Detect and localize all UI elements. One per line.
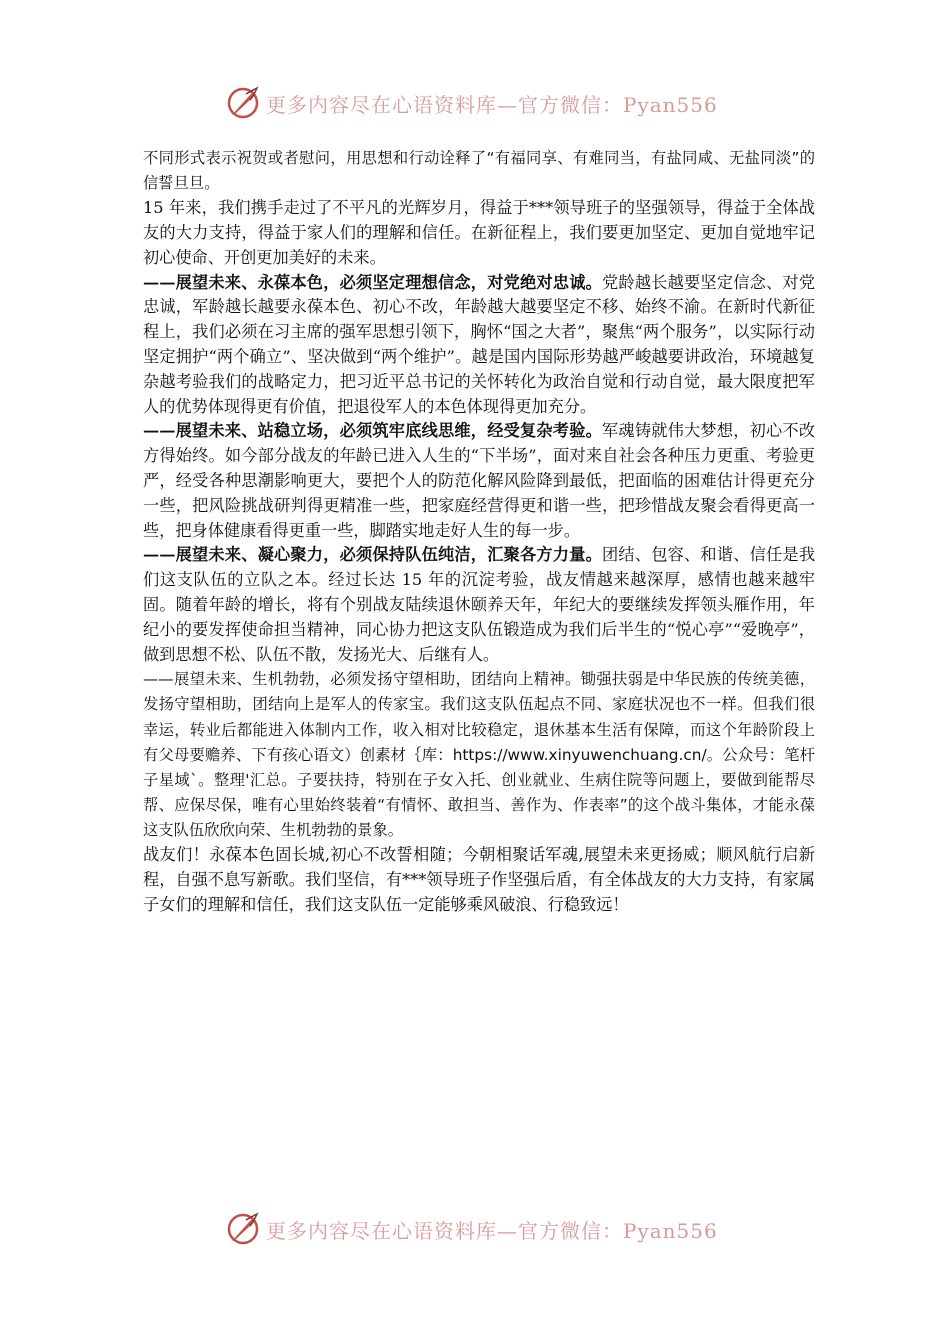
paragraph-2-text: 15 年来，我们携手走过了不平凡的光辉岁月，得益于***领导班子的坚强领导，得益于全体战友的大力支持，得益于家人们的理解和信任。在新征程上，我们要更加坚定、更加自觉地牢记初心使命、开创更加美好的未来。 (143, 198, 815, 267)
paragraph-5 (143, 543, 815, 667)
paragraph-4-text: 军魂铸就伟大梦想，初心不改方得始终。如今部分战友的年龄已进入人生的“下半场”，面对来自社会各种压力更重、考验更严，经受各种思潮影响更大，要把个人的防范化解风险降到最低，把面临的困难估计得更充分一些，把风险挑战研判得更精准一些，把家庭经营得更和谐一些，把珍惜战友聚会看得更高一些，把身体健康看得更重一些，脚踏实地走好人生的每一步。 (143, 421, 816, 540)
paragraph-6 (143, 667, 815, 843)
paragraph-5-text: 团结、包容、和谐、信任是我们这支队伍的立队之本。经过长达 15 年的沉淀考验，战友情越来越深厚，感情也越来越牢固。随着年龄的增长，将有个别战友陆续退休颐养天年，年纪大的要继续发挥领头雁作用，年纪小的要发挥使命担当精神，同心协力把这支队伍锻造成为我们后半生的“悦心亭”“爱晚亭”，做到思想不松、队伍不散，发扬光大、后继有人。 (143, 545, 816, 664)
footer-banner (226, 1209, 718, 1249)
paragraph-1-text: 不同形式表示祝贺或者慰问，用思想和行动诠释了“有福同享、有难同当，有盐同咸、无盐同淡”的信誓旦旦。 (143, 149, 815, 193)
paragraph-6-text: ——展望未来、生机勃勃，必须发扬守望相助，团结向上精神。锄强扶弱是中华民族的传统美德，发扬守望相助，团结向上是军人的传家宝。我们这支队伍起点不同、家庭状况也不一样。但我们很幸运，转业后都能进入体制内工作，收入相对比较稳定，退休基本生活有保障，而这个年龄阶段上有父母要赡养、下有孩心语文）创素材｛库：https://www.xinyuwenchuang.cn/。公众号：笔杆子星域`。整理'汇总。子要扶持，特别在子女入托、创业就业、生病住院等问题上，要做到能帮尽帮、应保尽保，唯有心里始终装着“有情怀、敢担当、善作为、作表率”的这个战斗集体，才能永葆这支队伍欣欣向荣、生机勃勃的景象。 (143, 670, 815, 839)
footer-banner-text: 更多内容尽在心语资料库—官方微信：Pyan556 (266, 1218, 718, 1243)
paragraph-1 (143, 146, 815, 196)
paragraph-7-text: 战友们！永葆本色固长城,初心不改誓相随；今朝相聚话军魂,展望未来更扬威；顺风航行启新程，自强不息写新歌。我们坚信，有***领导班子作坚强后盾，有全体战友的大力支持，有家属子女们的理解和信任，我们这支队伍一定能够乘风破浪、行稳致远！ (143, 844, 815, 914)
header-banner (226, 83, 718, 123)
paragraph-3-lead: ——展望未来、永葆本色，必须坚定理想信念，对党绝对忠诚。 (143, 272, 603, 292)
paragraph-3-text: 党龄越长越要坚定信念、对党忠诚，军龄越长越要永葆本色、初心不改，年龄越大越要坚定不移、始终不渝。在新时代新征程上，我们必须在习主席的强军思想引领下，胸怀“国之大者”，聚焦“两个服务”，以实际行动坚定拥护“两个确立”、坚决做到“两个维护”。越是国内国际形势越严峻越要讲政治，环境越复杂越考验我们的战略定力，把习近平总书记的关怀转化为政治自觉和行动自觉，最大限度把军人的优势体现得更有价值，把退役军人的本色体现得更加充分。 (143, 272, 816, 416)
paragraph-5-lead: ——展望未来、凝心聚力，必须保持队伍纯洁，汇聚各方力量。 (143, 545, 603, 565)
quill-logo-icon (226, 1212, 260, 1246)
paragraph-2 (143, 196, 815, 270)
paragraph-3 (143, 271, 815, 420)
paragraph-7 (143, 843, 815, 917)
header-banner-text: 更多内容尽在心语资料库—官方微信：Pyan556 (266, 92, 718, 117)
quill-logo-icon (226, 86, 260, 120)
paragraph-4 (143, 419, 815, 543)
paragraph-4-lead: ——展望未来、站稳立场，必须筑牢底线思维，经受复杂考验。 (143, 421, 603, 441)
document-body (143, 146, 815, 917)
